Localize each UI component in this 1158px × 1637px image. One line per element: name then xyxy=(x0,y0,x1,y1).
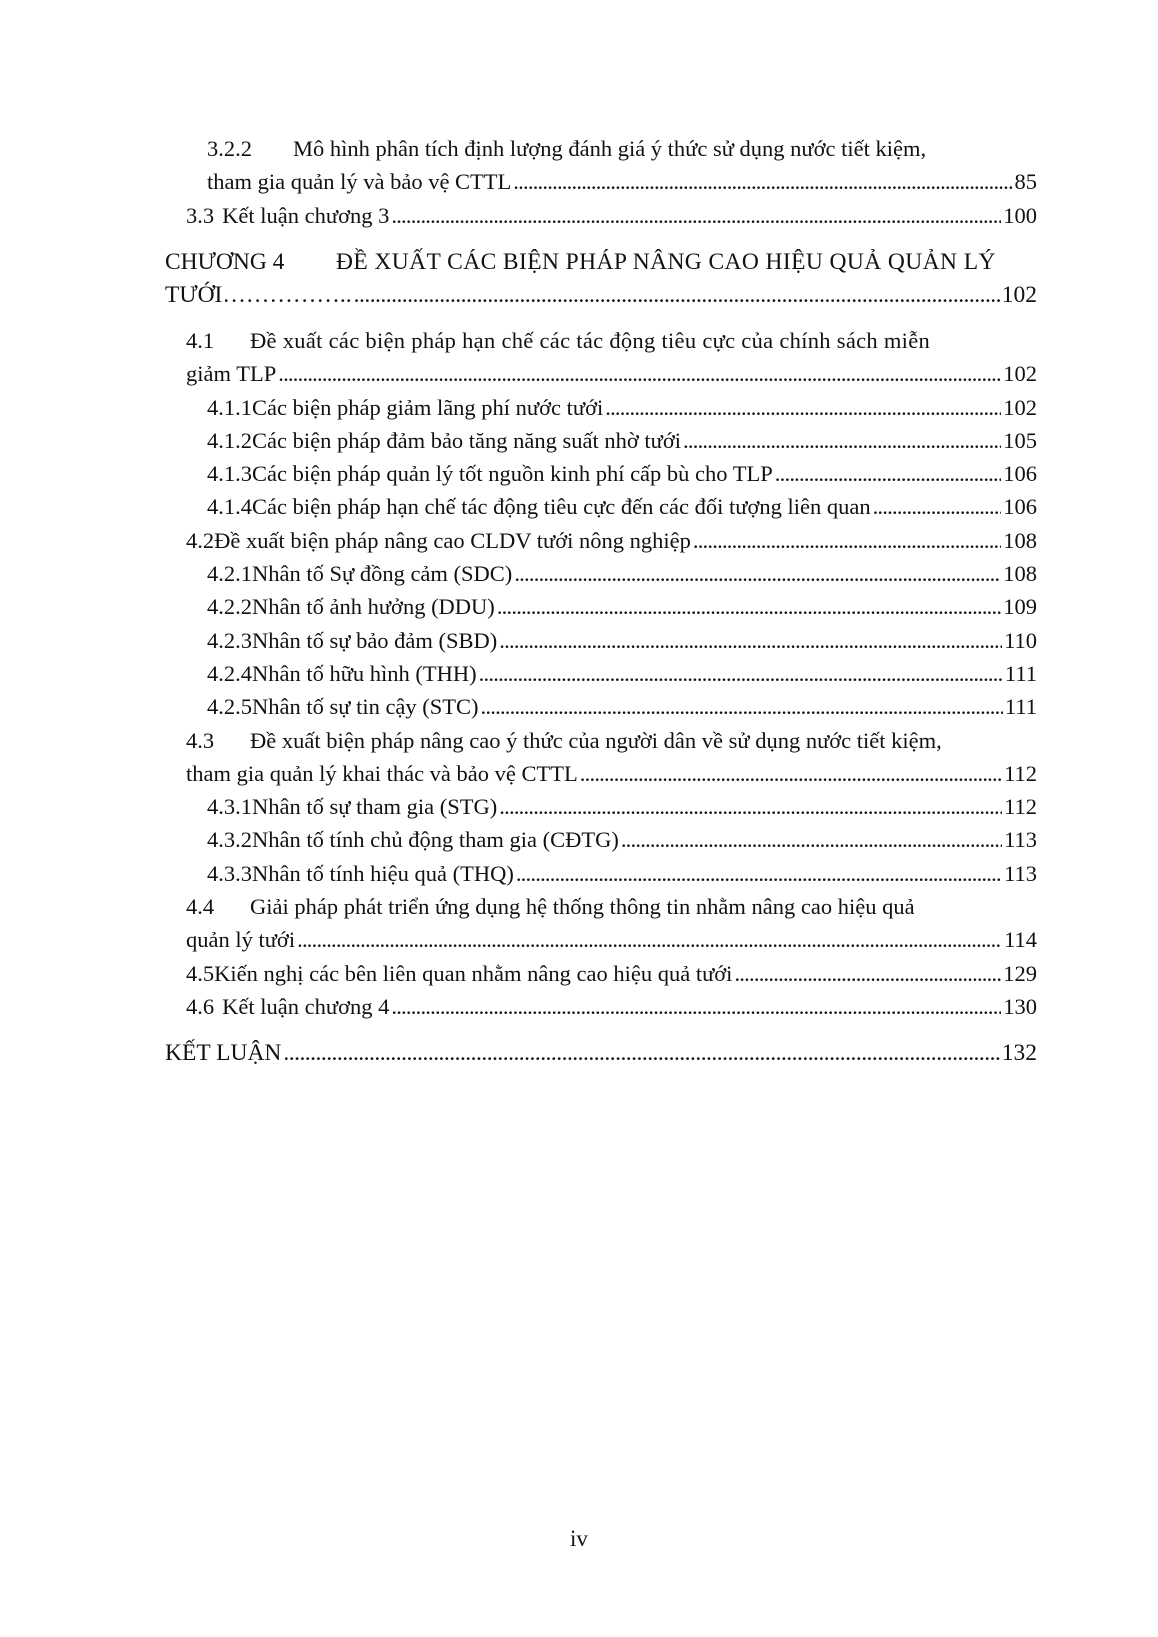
page-number-footer: iv xyxy=(570,1526,588,1551)
toc-entry-4-3-line2[interactable] xyxy=(186,763,1037,786)
toc-entry-title-cont: quản lý tưới xyxy=(186,927,296,952)
toc-entry-title-cont: tham gia quản lý khai thác và bảo vệ CTTL xyxy=(186,761,578,786)
dot-leader xyxy=(391,205,1001,228)
toc-entry-title: Đề xuất biện pháp nâng cao ý thức của người dân về sử dụng nước tiết kiệm, xyxy=(250,728,942,753)
toc-entry-title: Giải pháp phát triển ứng dụng hệ thống thông tin nhằm nâng cao hiệu quả xyxy=(250,894,915,919)
toc-page-number: 106 xyxy=(1003,461,1037,486)
toc-entry-4-1-4[interactable] xyxy=(207,496,1037,519)
dot-leader xyxy=(499,796,1002,819)
toc-page-number: 102 xyxy=(1001,282,1037,308)
toc-entry-number: 4.2.3 xyxy=(207,628,252,653)
toc-chapter-number: CHƯƠNG 4 xyxy=(165,249,285,275)
dot-leader xyxy=(499,630,1002,653)
toc-conclusion[interactable] xyxy=(165,1042,1037,1066)
toc-entry-4-2-5[interactable] xyxy=(207,696,1037,719)
toc-page-number: 112 xyxy=(1004,761,1037,786)
toc-entry-number: 4.2.5 xyxy=(207,694,252,719)
toc-entry-title: Các biện pháp giảm lãng phí nước tưới xyxy=(252,395,604,420)
dot-leader xyxy=(513,171,1012,194)
toc-page-number: 108 xyxy=(1003,561,1037,586)
toc-entry-title: Kết luận chương 3 xyxy=(222,203,390,228)
toc-page-number: 105 xyxy=(1003,428,1037,453)
toc-chapter-title-cont: TƯỚI…………….. xyxy=(165,282,352,308)
toc-page-number: 112 xyxy=(1004,794,1037,819)
dot-leader xyxy=(481,696,1003,719)
toc-entry-number: 4.1.3 xyxy=(207,461,252,486)
toc-entry-4-2-3[interactable] xyxy=(207,630,1037,653)
toc-entry-4-1-1[interactable] xyxy=(207,397,1037,420)
toc-entry-title: Kết luận chương 4 xyxy=(222,994,390,1019)
toc-page-number: 111 xyxy=(1004,661,1037,686)
toc-page-number: 85 xyxy=(1014,169,1037,194)
toc-entry-title: Nhân tố sự tham gia (STG) xyxy=(252,794,498,819)
toc-entry-title: Nhân tố sự tin cậy (STC) xyxy=(252,694,479,719)
toc-entry-number: 4.1.4 xyxy=(207,494,252,519)
toc-entry-title: Nhân tố tính hiệu quả (THQ) xyxy=(252,861,514,886)
toc-entry-3-3[interactable] xyxy=(186,205,1037,228)
toc-page-number: 102 xyxy=(1003,361,1037,386)
toc-entry-title: Mô hình phân tích định lượng đánh giá ý thức sử dụng nước tiết kiệm, xyxy=(293,136,927,161)
toc-entry-3-2-2-line2[interactable] xyxy=(207,171,1037,194)
dot-leader xyxy=(580,763,1002,786)
toc-entry-number: 4.2.2 xyxy=(207,594,252,619)
toc-entry-number: 3.3 xyxy=(186,203,215,228)
toc-entry-title: Nhân tố sự bảo đảm (SBD) xyxy=(252,628,498,653)
toc-entry-4-1-line1[interactable] xyxy=(186,330,1016,353)
toc-entry-title: KẾT LUẬN xyxy=(165,1040,282,1066)
dot-leader xyxy=(497,596,1001,619)
toc-entry-title-cont: tham gia quản lý và bảo vệ CTTL xyxy=(207,169,512,194)
toc-entry-title: Nhân tố tính chủ động tham gia (CĐTG) xyxy=(252,827,619,852)
toc-entry-number: 4.1 xyxy=(186,328,215,353)
dot-leader xyxy=(775,463,1001,486)
toc-entry-number: 4.3.3 xyxy=(207,861,252,886)
toc-entry-4-3-line1[interactable] xyxy=(186,730,1037,753)
toc-entry-number: 4.2 xyxy=(186,528,215,553)
toc-entry-number: 4.2.4 xyxy=(207,661,252,686)
toc-page-number: 111 xyxy=(1004,694,1037,719)
toc-entry-4-3-2[interactable] xyxy=(207,829,1037,852)
toc-entry-title: Nhân tố Sự đồng cảm (SDC) xyxy=(252,561,513,586)
dot-leader xyxy=(278,363,1001,386)
toc-page-number: 113 xyxy=(1004,827,1037,852)
toc-entry-number: 4.2.1 xyxy=(207,561,252,586)
toc-page-number: 108 xyxy=(1003,528,1037,553)
toc-page-number: 102 xyxy=(1003,395,1037,420)
dot-leader xyxy=(516,863,1002,886)
toc-page-number: 106 xyxy=(1003,494,1037,519)
dot-leader xyxy=(683,430,1001,453)
toc-entry-number: 4.5 xyxy=(186,961,215,986)
toc-entry-4-1-2[interactable] xyxy=(207,430,1037,453)
toc-entry-number: 4.1.2 xyxy=(207,428,252,453)
toc-entry-title-cont: giảm TLP xyxy=(186,361,277,386)
toc-entry-number: 4.3.1 xyxy=(207,794,252,819)
toc-entry-title: Đề xuất các biện pháp hạn chế các tác động tiêu cực của chính sách miễn xyxy=(250,328,931,353)
toc-entry-4-1-3[interactable] xyxy=(207,463,1037,486)
dot-leader xyxy=(297,929,1002,952)
toc-page-number: 113 xyxy=(1004,861,1037,886)
toc-entry-title: Các biện pháp đảm bảo tăng năng suất nhờ tưới xyxy=(252,428,682,453)
toc-entry-4-3-1[interactable] xyxy=(207,796,1037,819)
toc-entry-number: 4.3.2 xyxy=(207,827,252,852)
dot-leader xyxy=(873,496,1002,519)
dot-leader xyxy=(621,829,1002,852)
toc-chapter-4-line2[interactable] xyxy=(165,284,1037,308)
toc-entry-title: Nhân tố hữu hình (THH) xyxy=(252,661,477,686)
toc-entry-number: 4.6 xyxy=(186,994,215,1019)
dot-leader xyxy=(283,1042,999,1066)
toc-chapter-title: ĐỀ XUẤT CÁC BIỆN PHÁP NÂNG CAO HIỆU QUẢ QUẢN LÝ xyxy=(336,249,996,275)
toc-entry-4-4-line1[interactable] xyxy=(186,896,1016,919)
toc-chapter-4-line1[interactable] xyxy=(165,251,1045,275)
dot-leader xyxy=(693,530,1001,553)
toc-page-number: 110 xyxy=(1004,628,1037,653)
toc-entry-number: 4.3 xyxy=(186,728,215,753)
toc-entry-title: Đề xuất biện pháp nâng cao CLDV tưới nông nghiệp xyxy=(214,528,691,553)
toc-entry-number: 4.4 xyxy=(186,894,215,919)
toc-entry-4-4-line2[interactable] xyxy=(186,929,1037,952)
dot-leader xyxy=(479,663,1003,686)
toc-entry-4-2[interactable] xyxy=(186,530,1037,553)
toc-page-number: 114 xyxy=(1004,927,1037,952)
toc-page-number: 100 xyxy=(1003,203,1037,228)
toc-page-number: 129 xyxy=(1003,961,1037,986)
toc-entry-title: Các biện pháp quản lý tốt nguồn kinh phí cấp bù cho TLP xyxy=(252,461,773,486)
toc-page-number: 130 xyxy=(1003,994,1037,1019)
toc-page-number: 132 xyxy=(1001,1040,1037,1066)
dot-leader xyxy=(605,397,1001,420)
toc-entry-4-1-line2[interactable] xyxy=(186,363,1037,386)
dot-leader xyxy=(734,963,1001,986)
toc-page-number: 109 xyxy=(1003,594,1037,619)
toc-entry-3-2-2-line1[interactable] xyxy=(207,138,1007,161)
toc-entry-title: Các biện pháp hạn chế tác động tiêu cực đến các đối tượng liên quan xyxy=(252,494,871,519)
toc-entry-4-3-3[interactable] xyxy=(207,863,1037,886)
toc-entry-4-2-2[interactable] xyxy=(207,596,1037,619)
dot-leader xyxy=(514,563,1001,586)
dot-leader xyxy=(391,996,1001,1019)
toc-entry-number: 4.1.1 xyxy=(207,395,252,420)
toc-entry-4-6[interactable] xyxy=(186,996,1037,1019)
dot-leader xyxy=(354,284,1000,308)
toc-entry-title: Kiến nghị các bên liên quan nhằm nâng cao hiệu quả tưới xyxy=(214,961,733,986)
toc-entry-title: Nhân tố ảnh hưởng (DDU) xyxy=(252,594,495,619)
toc-entry-4-2-1[interactable] xyxy=(207,563,1037,586)
toc-entry-number: 3.2.2 xyxy=(207,136,252,161)
toc-entry-4-2-4[interactable] xyxy=(207,663,1037,686)
toc-entry-4-5[interactable] xyxy=(186,963,1037,986)
